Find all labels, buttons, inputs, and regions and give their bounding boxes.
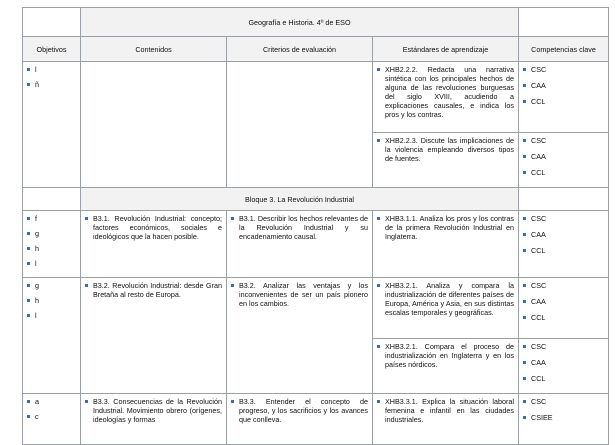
contenido-cell	[81, 211, 227, 278]
contenido-item: B3.2. Revolución Industrial: desde Gran Bretaña al resto de Europa.	[85, 281, 222, 299]
column-header-competencias: Competencias clave	[519, 37, 609, 62]
competencias-cell	[519, 339, 609, 394]
column-header-objetivos: Objetivos	[23, 37, 81, 62]
competencia-item: CCL	[523, 168, 604, 177]
estandar-cell	[373, 211, 519, 278]
objetivo-item: l	[27, 65, 76, 74]
competencias-cell	[519, 211, 609, 278]
contenido-item: B3.3. Consecuencias de la Revolución Industrial. Movimiento obrero (orígenes, ideologías y formas	[85, 397, 222, 424]
estandar-item: XHB3.2.1. Analiza y compara la industrialización de diferentes países de Europa, América y Asia, en sus distintas escalas temporales y geográficas.	[377, 281, 514, 317]
objetivo-item: a	[27, 397, 76, 406]
criterio-cell	[227, 394, 373, 445]
estandar-item: XHB3.1.1. Analiza los pros y los contras de la primera Revolución Industrial en Inglaterra.	[377, 214, 514, 241]
competencias-cell	[519, 133, 609, 188]
title-corner	[23, 8, 81, 37]
competencia-item: CSC	[523, 397, 604, 406]
estandar-cell	[373, 278, 519, 339]
criterio-cell	[227, 211, 373, 278]
criterio-cell	[227, 62, 373, 188]
competencias-cell	[519, 394, 609, 445]
objetivo-item: ñ	[27, 80, 76, 89]
competencia-item: CAA	[523, 297, 604, 306]
objetivo-item: h	[27, 296, 76, 305]
objetivos-cell	[23, 278, 81, 394]
title-corner-right	[519, 8, 609, 37]
estandar-item: XHB2.2.3. Discute las implicaciones de la violencia empleando diversos tipos de fuentes.	[377, 136, 514, 163]
competencia-item: CAA	[523, 230, 604, 239]
estandar-item: XHB3.3.1. Explica la situación laboral femenina e infantil en las ciudades industriales.	[377, 397, 514, 424]
objetivo-item: g	[27, 281, 76, 290]
table-row	[23, 62, 609, 133]
contenido-cell	[81, 394, 227, 445]
estandar-item: XHB3.2.1. Compara el proceso de industrialización en Inglaterra y en los países nórdicos.	[377, 342, 514, 369]
competencia-item: CAA	[523, 81, 604, 90]
block-corner	[23, 188, 81, 211]
estandar-cell	[373, 394, 519, 445]
criterio-cell	[227, 278, 373, 394]
competencia-item: CSC	[523, 281, 604, 290]
competencia-item: CSIEE	[523, 413, 604, 422]
contenido-item: B3.1. Revolución Industrial: concepto; factores económicos, sociales e ideológicos que la hacen posible.	[85, 214, 222, 241]
table-title: Geografía e Historia. 4º de ESO	[81, 8, 519, 37]
column-header-criterios: Criterios de evaluación	[227, 37, 373, 62]
column-header-estandares: Estándares de aprendizaje	[373, 37, 519, 62]
block-corner-right	[519, 188, 609, 211]
competencia-item: CCL	[523, 97, 604, 106]
curriculum-table	[22, 7, 609, 445]
competencia-item: CSC	[523, 136, 604, 145]
criterio-item: B3.3. Entender el concepto de progreso, y los sacrificios y los avances que conlleva.	[231, 397, 368, 424]
objetivo-item: g	[27, 229, 76, 238]
objetivos-cell	[23, 394, 81, 445]
estandar-cell	[373, 62, 519, 133]
objetivo-item: h	[27, 244, 76, 253]
competencias-cell	[519, 62, 609, 133]
competencia-item: CAA	[523, 358, 604, 367]
estandar-cell	[373, 339, 519, 394]
criterio-item: B3.1. Describir los hechos relevantes de la Revolución Industrial y su encadenamiento causal.	[231, 214, 368, 241]
estandar-cell	[373, 133, 519, 188]
competencia-item: CAA	[523, 152, 604, 161]
objetivos-cell	[23, 211, 81, 278]
objetivo-item: l	[27, 311, 76, 320]
objetivo-item: f	[27, 214, 76, 223]
competencia-item: CSC	[523, 65, 604, 74]
competencia-item: CCL	[523, 313, 604, 322]
contenido-cell	[81, 62, 227, 188]
column-header-contenidos: Contenidos	[81, 37, 227, 62]
contenido-cell	[81, 278, 227, 394]
block-row	[23, 188, 609, 211]
table-row	[23, 278, 609, 339]
competencias-cell	[519, 278, 609, 339]
table-title-row	[23, 8, 609, 37]
competencia-item: CSC	[523, 342, 604, 351]
block-title: Bloque 3. La Revolución Industrial	[81, 188, 519, 211]
column-header-row	[23, 37, 609, 62]
table-row	[23, 211, 609, 278]
competencia-item: CCL	[523, 374, 604, 383]
competencia-item: CSC	[523, 214, 604, 223]
competencia-item: CCL	[523, 246, 604, 255]
criterio-item: B3.2. Analizar las ventajas y los inconvenientes de ser un país pionero en los cambios.	[231, 281, 368, 308]
table-row	[23, 394, 609, 445]
estandar-item: XHB2.2.2. Redacta una narrativa sintética con los principales hechos de alguna de las revoluciones burguesas del siglo XVIII, acudiendo a explicaciones causales, e indica los pros y los contras.	[377, 65, 514, 119]
objetivo-item: c	[27, 412, 76, 421]
objetivo-item: l	[27, 259, 76, 268]
objetivos-cell	[23, 62, 81, 188]
